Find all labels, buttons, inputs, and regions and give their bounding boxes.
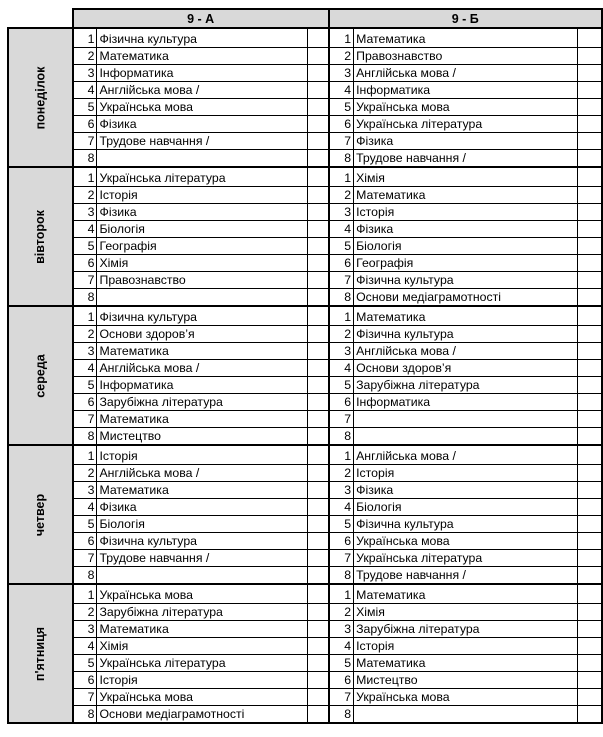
lesson-row	[8, 411, 602, 428]
extra-cell-9a	[308, 604, 329, 621]
subject-9a: Фізична культура	[97, 28, 308, 48]
day-name: середа	[33, 353, 48, 398]
extra-cell-9a	[308, 516, 329, 533]
lesson-number-9a: 8	[73, 150, 97, 168]
lesson-number-9b: 3	[329, 343, 354, 360]
subject-9b: Трудове навчання /	[354, 150, 578, 168]
extra-cell-9b	[578, 499, 602, 516]
extra-cell-9a	[308, 550, 329, 567]
lesson-row	[8, 584, 602, 604]
lesson-number-9b: 8	[329, 150, 354, 168]
lesson-number-9a: 7	[73, 411, 97, 428]
subject-9a: Українська література	[97, 655, 308, 672]
lesson-row	[8, 306, 602, 326]
lesson-number-9a: 4	[73, 499, 97, 516]
lesson-number-9a: 3	[73, 482, 97, 499]
extra-cell-9b	[578, 360, 602, 377]
extra-cell-9a	[308, 621, 329, 638]
lesson-number-9b: 7	[329, 550, 354, 567]
lesson-number-9b: 7	[329, 411, 354, 428]
lesson-row	[8, 706, 602, 724]
lesson-number-9a: 8	[73, 706, 97, 724]
lesson-row	[8, 289, 602, 307]
lesson-row	[8, 238, 602, 255]
subject-9b: Фізика	[354, 133, 578, 150]
extra-cell-9b	[578, 621, 602, 638]
subject-9a: Фізика	[97, 116, 308, 133]
lesson-row	[8, 272, 602, 289]
lesson-number-9b: 1	[329, 28, 354, 48]
subject-9a: Трудове навчання /	[97, 550, 308, 567]
lesson-number-9b: 5	[329, 238, 354, 255]
lesson-number-9a: 7	[73, 689, 97, 706]
extra-cell-9a	[308, 689, 329, 706]
subject-9a: Математика	[97, 343, 308, 360]
subject-9b: Історія	[354, 204, 578, 221]
lesson-number-9b: 7	[329, 133, 354, 150]
lesson-number-9a: 4	[73, 82, 97, 99]
lesson-row	[8, 82, 602, 99]
lesson-number-9a: 4	[73, 221, 97, 238]
lesson-number-9a: 5	[73, 99, 97, 116]
lesson-row	[8, 187, 602, 204]
subject-9a: Фізика	[97, 204, 308, 221]
extra-cell-9a	[308, 167, 329, 187]
lesson-row	[8, 689, 602, 706]
day-label-cell	[8, 584, 73, 723]
extra-cell-9b	[578, 584, 602, 604]
lesson-number-9b: 4	[329, 360, 354, 377]
timetable-body	[8, 28, 602, 723]
lesson-number-9a: 8	[73, 567, 97, 585]
extra-cell-9a	[308, 28, 329, 48]
subject-9a: Фізична культура	[97, 533, 308, 550]
extra-cell-9b	[578, 221, 602, 238]
lesson-number-9a: 1	[73, 167, 97, 187]
subject-9a	[97, 567, 308, 585]
lesson-number-9b: 6	[329, 116, 354, 133]
extra-cell-9b	[578, 187, 602, 204]
subject-9b: Фізична культура	[354, 516, 578, 533]
corner-cell	[8, 9, 73, 28]
lesson-row	[8, 326, 602, 343]
extra-cell-9a	[308, 326, 329, 343]
extra-cell-9b	[578, 550, 602, 567]
lesson-number-9b: 3	[329, 204, 354, 221]
extra-cell-9b	[578, 116, 602, 133]
lesson-row	[8, 672, 602, 689]
lesson-row	[8, 377, 602, 394]
lesson-row	[8, 428, 602, 446]
extra-cell-9a	[308, 655, 329, 672]
lesson-number-9a: 6	[73, 255, 97, 272]
lesson-number-9b: 1	[329, 167, 354, 187]
lesson-number-9a: 3	[73, 204, 97, 221]
lesson-row	[8, 204, 602, 221]
lesson-row	[8, 255, 602, 272]
extra-cell-9a	[308, 116, 329, 133]
lesson-number-9b: 5	[329, 516, 354, 533]
subject-9a: Фізика	[97, 499, 308, 516]
lesson-row	[8, 360, 602, 377]
lesson-number-9b: 5	[329, 99, 354, 116]
extra-cell-9a	[308, 221, 329, 238]
subject-9b: Основи здоров’я	[354, 360, 578, 377]
extra-cell-9b	[578, 377, 602, 394]
extra-cell-9a	[308, 187, 329, 204]
subject-9a: Англійська мова /	[97, 82, 308, 99]
lesson-number-9a: 1	[73, 306, 97, 326]
lesson-row	[8, 116, 602, 133]
subject-9a: Хімія	[97, 255, 308, 272]
extra-cell-9b	[578, 706, 602, 724]
day-name: четвер	[33, 493, 48, 536]
subject-9a: Англійська мова /	[97, 360, 308, 377]
lesson-number-9a: 5	[73, 238, 97, 255]
subject-9b: Біологія	[354, 499, 578, 516]
subject-9b: Фізика	[354, 482, 578, 499]
lesson-number-9b: 1	[329, 306, 354, 326]
subject-9b: Історія	[354, 638, 578, 655]
lesson-number-9a: 6	[73, 533, 97, 550]
extra-cell-9b	[578, 167, 602, 187]
extra-cell-9a	[308, 533, 329, 550]
subject-9b: Українська мова	[354, 689, 578, 706]
subject-9b	[354, 411, 578, 428]
extra-cell-9a	[308, 672, 329, 689]
lesson-number-9a: 6	[73, 672, 97, 689]
extra-cell-9b	[578, 150, 602, 168]
lesson-number-9b: 6	[329, 672, 354, 689]
extra-cell-9a	[308, 482, 329, 499]
lesson-row	[8, 167, 602, 187]
subject-9a: Мистецтво	[97, 428, 308, 446]
subject-9a: Біологія	[97, 221, 308, 238]
subject-9b: Зарубіжна література	[354, 377, 578, 394]
day-label-cell	[8, 445, 73, 584]
subject-9a: Географія	[97, 238, 308, 255]
subject-9a: Історія	[97, 187, 308, 204]
extra-cell-9a	[308, 65, 329, 82]
extra-cell-9a	[308, 272, 329, 289]
extra-cell-9a	[308, 428, 329, 446]
extra-cell-9b	[578, 28, 602, 48]
lesson-number-9a: 6	[73, 394, 97, 411]
lesson-row	[8, 655, 602, 672]
lesson-number-9b: 1	[329, 445, 354, 465]
lesson-number-9a: 5	[73, 377, 97, 394]
extra-cell-9b	[578, 638, 602, 655]
lesson-number-9a: 5	[73, 516, 97, 533]
lesson-number-9a: 4	[73, 360, 97, 377]
extra-cell-9a	[308, 289, 329, 307]
subject-9b: Математика	[354, 187, 578, 204]
subject-9a: Інформатика	[97, 65, 308, 82]
lesson-row	[8, 133, 602, 150]
extra-cell-9a	[308, 411, 329, 428]
lesson-number-9b: 7	[329, 689, 354, 706]
extra-cell-9b	[578, 82, 602, 99]
subject-9a: Зарубіжна література	[97, 394, 308, 411]
subject-9b: Українська мова	[354, 99, 578, 116]
extra-cell-9a	[308, 82, 329, 99]
extra-cell-9b	[578, 204, 602, 221]
subject-9a	[97, 150, 308, 168]
subject-9a: Правознавство	[97, 272, 308, 289]
subject-9b: Математика	[354, 306, 578, 326]
extra-cell-9a	[308, 638, 329, 655]
lesson-number-9a: 1	[73, 28, 97, 48]
extra-cell-9b	[578, 238, 602, 255]
extra-cell-9b	[578, 672, 602, 689]
extra-cell-9a	[308, 133, 329, 150]
lesson-row	[8, 516, 602, 533]
subject-9b: Математика	[354, 655, 578, 672]
lesson-number-9a: 5	[73, 655, 97, 672]
subject-9a: Інформатика	[97, 377, 308, 394]
extra-cell-9b	[578, 255, 602, 272]
lesson-row	[8, 343, 602, 360]
extra-cell-9a	[308, 360, 329, 377]
subject-9a: Трудове навчання /	[97, 133, 308, 150]
subject-9b: Англійська мова /	[354, 445, 578, 465]
subject-9b: Математика	[354, 584, 578, 604]
lesson-number-9a: 7	[73, 133, 97, 150]
extra-cell-9b	[578, 482, 602, 499]
lesson-row	[8, 638, 602, 655]
subject-9a: Основи медіаграмотності	[97, 706, 308, 724]
subject-9b: Українська мова	[354, 533, 578, 550]
extra-cell-9a	[308, 567, 329, 585]
subject-9b: Географія	[354, 255, 578, 272]
lesson-number-9a: 2	[73, 604, 97, 621]
day-label-cell	[8, 306, 73, 445]
extra-cell-9b	[578, 604, 602, 621]
lesson-row	[8, 550, 602, 567]
extra-cell-9a	[308, 445, 329, 465]
lesson-number-9a: 1	[73, 445, 97, 465]
subject-9b: Фізична культура	[354, 272, 578, 289]
subject-9b: Правознавство	[354, 48, 578, 65]
extra-cell-9a	[308, 499, 329, 516]
subject-9a: Українська мова	[97, 584, 308, 604]
lesson-number-9b: 8	[329, 706, 354, 724]
lesson-number-9b: 4	[329, 82, 354, 99]
subject-9b: Хімія	[354, 167, 578, 187]
subject-9b: Українська література	[354, 116, 578, 133]
lesson-number-9a: 8	[73, 428, 97, 446]
extra-cell-9b	[578, 465, 602, 482]
subject-9a: Українська мова	[97, 689, 308, 706]
extra-cell-9b	[578, 655, 602, 672]
lesson-number-9b: 5	[329, 655, 354, 672]
subject-9b: Зарубіжна література	[354, 621, 578, 638]
lesson-number-9b: 4	[329, 499, 354, 516]
lesson-number-9a: 2	[73, 465, 97, 482]
lesson-number-9a: 2	[73, 326, 97, 343]
subject-9b: Основи медіаграмотності	[354, 289, 578, 307]
lesson-row	[8, 604, 602, 621]
lesson-number-9a: 8	[73, 289, 97, 307]
extra-cell-9a	[308, 706, 329, 724]
extra-cell-9a	[308, 306, 329, 326]
header-row	[8, 9, 602, 28]
subject-9a: Українська мова	[97, 99, 308, 116]
lesson-row	[8, 621, 602, 638]
subject-9b: Біологія	[354, 238, 578, 255]
class-header-9b: 9 - Б	[329, 9, 603, 28]
extra-cell-9a	[308, 584, 329, 604]
lesson-number-9b: 3	[329, 482, 354, 499]
lesson-number-9b: 1	[329, 584, 354, 604]
subject-9a: Математика	[97, 411, 308, 428]
lesson-number-9a: 7	[73, 272, 97, 289]
lesson-number-9a: 3	[73, 621, 97, 638]
lesson-number-9b: 4	[329, 221, 354, 238]
lesson-number-9b: 4	[329, 638, 354, 655]
extra-cell-9a	[308, 238, 329, 255]
subject-9a: Українська література	[97, 167, 308, 187]
class-header-9a: 9 - А	[73, 9, 329, 28]
extra-cell-9b	[578, 289, 602, 307]
lesson-number-9a: 7	[73, 550, 97, 567]
lesson-number-9a: 2	[73, 48, 97, 65]
subject-9a: Історія	[97, 445, 308, 465]
subject-9b: Математика	[354, 28, 578, 48]
subject-9a: Історія	[97, 672, 308, 689]
extra-cell-9b	[578, 343, 602, 360]
lesson-number-9a: 1	[73, 584, 97, 604]
subject-9b: Інформатика	[354, 394, 578, 411]
day-label-cell	[8, 167, 73, 306]
extra-cell-9a	[308, 343, 329, 360]
extra-cell-9b	[578, 306, 602, 326]
subject-9a: Біологія	[97, 516, 308, 533]
lesson-number-9b: 2	[329, 187, 354, 204]
subject-9b: Мистецтво	[354, 672, 578, 689]
extra-cell-9b	[578, 394, 602, 411]
extra-cell-9b	[578, 428, 602, 446]
day-label-cell	[8, 28, 73, 167]
subject-9a: Зарубіжна література	[97, 604, 308, 621]
extra-cell-9b	[578, 326, 602, 343]
lesson-row	[8, 221, 602, 238]
day-name: вівторок	[33, 209, 48, 264]
subject-9b: Українська література	[354, 550, 578, 567]
lesson-number-9b: 2	[329, 604, 354, 621]
lesson-number-9b: 5	[329, 377, 354, 394]
extra-cell-9a	[308, 99, 329, 116]
lesson-number-9b: 7	[329, 272, 354, 289]
lesson-number-9a: 3	[73, 65, 97, 82]
extra-cell-9b	[578, 133, 602, 150]
lesson-number-9a: 2	[73, 187, 97, 204]
lesson-number-9b: 3	[329, 65, 354, 82]
subject-9b: Хімія	[354, 604, 578, 621]
subject-9b: Англійська мова /	[354, 65, 578, 82]
lesson-number-9b: 2	[329, 48, 354, 65]
lesson-number-9b: 2	[329, 326, 354, 343]
lesson-number-9b: 2	[329, 465, 354, 482]
lesson-number-9b: 8	[329, 567, 354, 585]
lesson-row	[8, 533, 602, 550]
timetable	[7, 8, 603, 724]
subject-9a: Математика	[97, 482, 308, 499]
extra-cell-9b	[578, 411, 602, 428]
extra-cell-9b	[578, 533, 602, 550]
extra-cell-9a	[308, 150, 329, 168]
day-name: понеділок	[33, 66, 48, 129]
lesson-number-9a: 3	[73, 343, 97, 360]
lesson-row	[8, 482, 602, 499]
subject-9b: Англійська мова /	[354, 343, 578, 360]
lesson-row	[8, 99, 602, 116]
extra-cell-9a	[308, 465, 329, 482]
subject-9b: Трудове навчання /	[354, 567, 578, 585]
subject-9a: Математика	[97, 48, 308, 65]
lesson-number-9a: 4	[73, 638, 97, 655]
lesson-row	[8, 65, 602, 82]
subject-9a	[97, 289, 308, 307]
lesson-row	[8, 394, 602, 411]
extra-cell-9a	[308, 204, 329, 221]
extra-cell-9b	[578, 48, 602, 65]
lesson-number-9b: 6	[329, 394, 354, 411]
subject-9b	[354, 706, 578, 724]
extra-cell-9b	[578, 65, 602, 82]
extra-cell-9b	[578, 567, 602, 585]
extra-cell-9b	[578, 689, 602, 706]
lesson-row	[8, 499, 602, 516]
subject-9b: Історія	[354, 465, 578, 482]
lesson-row	[8, 445, 602, 465]
day-name: п'ятниця	[33, 626, 48, 681]
subject-9b: Інформатика	[354, 82, 578, 99]
extra-cell-9b	[578, 99, 602, 116]
lesson-row	[8, 567, 602, 585]
extra-cell-9a	[308, 377, 329, 394]
extra-cell-9a	[308, 394, 329, 411]
lesson-number-9b: 8	[329, 289, 354, 307]
lesson-number-9a: 6	[73, 116, 97, 133]
lesson-row	[8, 28, 602, 48]
extra-cell-9b	[578, 272, 602, 289]
extra-cell-9b	[578, 516, 602, 533]
lesson-number-9b: 6	[329, 533, 354, 550]
subject-9a: Математика	[97, 621, 308, 638]
lesson-number-9b: 8	[329, 428, 354, 446]
subject-9a: Фізична культура	[97, 306, 308, 326]
extra-cell-9a	[308, 255, 329, 272]
extra-cell-9a	[308, 48, 329, 65]
lesson-row	[8, 465, 602, 482]
lesson-row	[8, 48, 602, 65]
subject-9a: Хімія	[97, 638, 308, 655]
lesson-number-9b: 6	[329, 255, 354, 272]
subject-9a: Основи здоров’я	[97, 326, 308, 343]
extra-cell-9b	[578, 445, 602, 465]
subject-9b	[354, 428, 578, 446]
subject-9b: Фізика	[354, 221, 578, 238]
subject-9a: Англійська мова /	[97, 465, 308, 482]
lesson-row	[8, 150, 602, 168]
subject-9b: Фізична культура	[354, 326, 578, 343]
lesson-number-9b: 3	[329, 621, 354, 638]
